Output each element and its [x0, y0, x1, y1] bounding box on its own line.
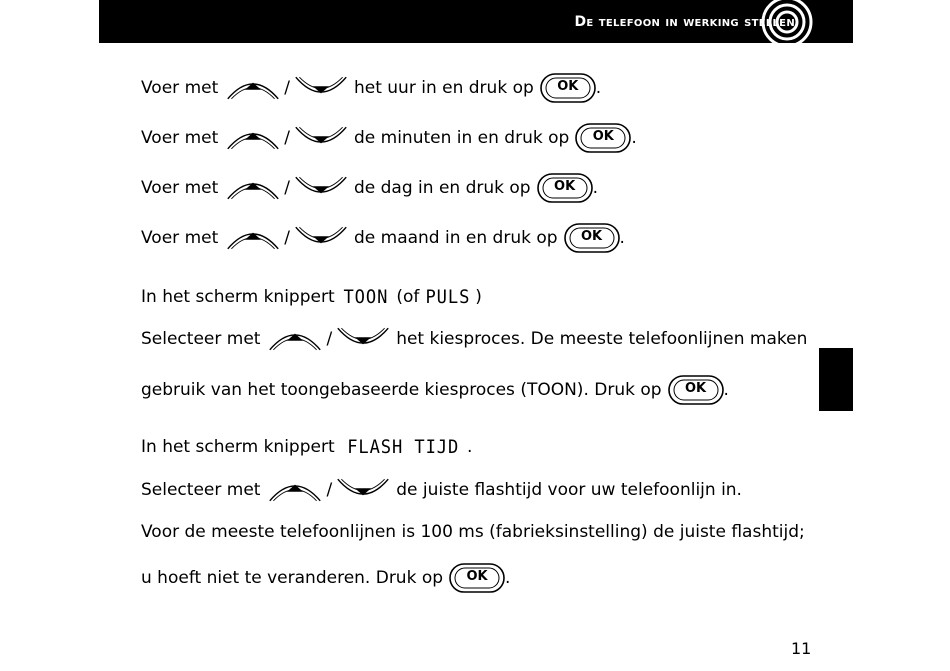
period: .	[723, 380, 729, 400]
slash: /	[284, 78, 290, 98]
down-arrow-key-icon	[336, 476, 390, 504]
down-arrow-key-icon	[294, 174, 348, 202]
ok-key-label: OK	[466, 569, 488, 584]
instruction-text: (of	[396, 287, 420, 307]
page-number: 11	[791, 639, 812, 658]
instruction-text: het kiesproces. De meeste telefoonlijnen maken	[396, 329, 808, 349]
header-title: De telefoon in werking stellen	[574, 14, 795, 30]
slash: /	[284, 228, 290, 248]
ok-key-icon	[449, 563, 505, 593]
down-arrow-key-icon	[294, 74, 348, 102]
ok-key-label: OK	[592, 129, 614, 144]
period: .	[467, 437, 473, 457]
ok-key-label: OK	[557, 79, 579, 94]
instruction-dial-continued	[141, 374, 729, 406]
instruction-day	[141, 172, 598, 204]
instruction-text: In het scherm knippert	[141, 287, 335, 307]
instruction-text: gebruik van het toongebaseerde kiesproces (TOON). Druk op	[141, 380, 662, 400]
instruction-label: Selecteer met	[141, 480, 261, 500]
ok-key-icon	[668, 375, 724, 405]
instruction-label: Voer met	[141, 128, 219, 148]
instruction-text: )	[475, 287, 482, 307]
slash: /	[284, 178, 290, 198]
up-arrow-key-icon	[226, 74, 280, 102]
period: .	[505, 568, 511, 588]
slash: /	[326, 480, 333, 500]
period: .	[595, 78, 602, 98]
instruction-label: Voer met	[141, 228, 219, 248]
instruction-text: de minuten in en druk op	[353, 128, 570, 148]
lcd-text-puls: PULS	[425, 286, 471, 308]
instruction-text: de maand in en druk op	[353, 228, 558, 248]
instruction-flash-blink	[141, 431, 472, 463]
instruction-text: het uur in en druk op	[353, 78, 534, 98]
ok-key-icon	[537, 173, 593, 203]
ok-key-icon	[564, 223, 620, 253]
instruction-text: Voor de meeste telefoonlijnen is 100 ms (fabrieksinstelling) de juiste flashtijd;	[141, 522, 805, 542]
instruction-month	[141, 222, 625, 254]
page-header	[99, 0, 853, 43]
instruction-text: de juiste flashtijd voor uw telefoonlijn in.	[396, 480, 742, 500]
lcd-text-toon: TOON	[343, 286, 388, 308]
instruction-text: In het scherm knippert	[141, 437, 335, 457]
section-tab-marker	[819, 348, 853, 411]
instruction-select-dial	[141, 323, 807, 355]
up-arrow-key-icon	[226, 124, 280, 152]
instruction-text: de dag in en druk op	[353, 178, 531, 198]
ok-key-icon	[575, 123, 631, 153]
ok-key-label: OK	[554, 179, 576, 194]
ok-key-icon	[540, 73, 596, 103]
up-arrow-key-icon	[226, 224, 280, 252]
instruction-label: Selecteer met	[141, 329, 261, 349]
instruction-toon-blink	[141, 281, 482, 313]
instruction-label: Voer met	[141, 178, 219, 198]
down-arrow-key-icon	[294, 124, 348, 152]
up-arrow-key-icon	[226, 174, 280, 202]
lcd-text-flash-tijd: FLASH TIJD	[346, 436, 459, 458]
instruction-flash-confirm	[141, 562, 510, 594]
instruction-minutes	[141, 122, 637, 154]
slash: /	[284, 128, 290, 148]
up-arrow-key-icon	[268, 325, 322, 353]
down-arrow-key-icon	[294, 224, 348, 252]
instruction-flash-default	[141, 516, 805, 548]
period: .	[592, 178, 598, 198]
down-arrow-key-icon	[336, 325, 390, 353]
instruction-label: Voer met	[141, 78, 219, 98]
spiral-logo-icon	[759, 0, 815, 43]
period: .	[631, 128, 637, 148]
instruction-text: u hoeft niet te veranderen. Druk op	[141, 568, 444, 588]
period: .	[619, 228, 625, 248]
ok-key-label: OK	[580, 229, 603, 244]
ok-key-label: OK	[684, 381, 707, 396]
instruction-select-flash	[141, 474, 742, 506]
slash: /	[326, 329, 333, 349]
instruction-hour	[141, 72, 601, 104]
up-arrow-key-icon	[268, 476, 322, 504]
